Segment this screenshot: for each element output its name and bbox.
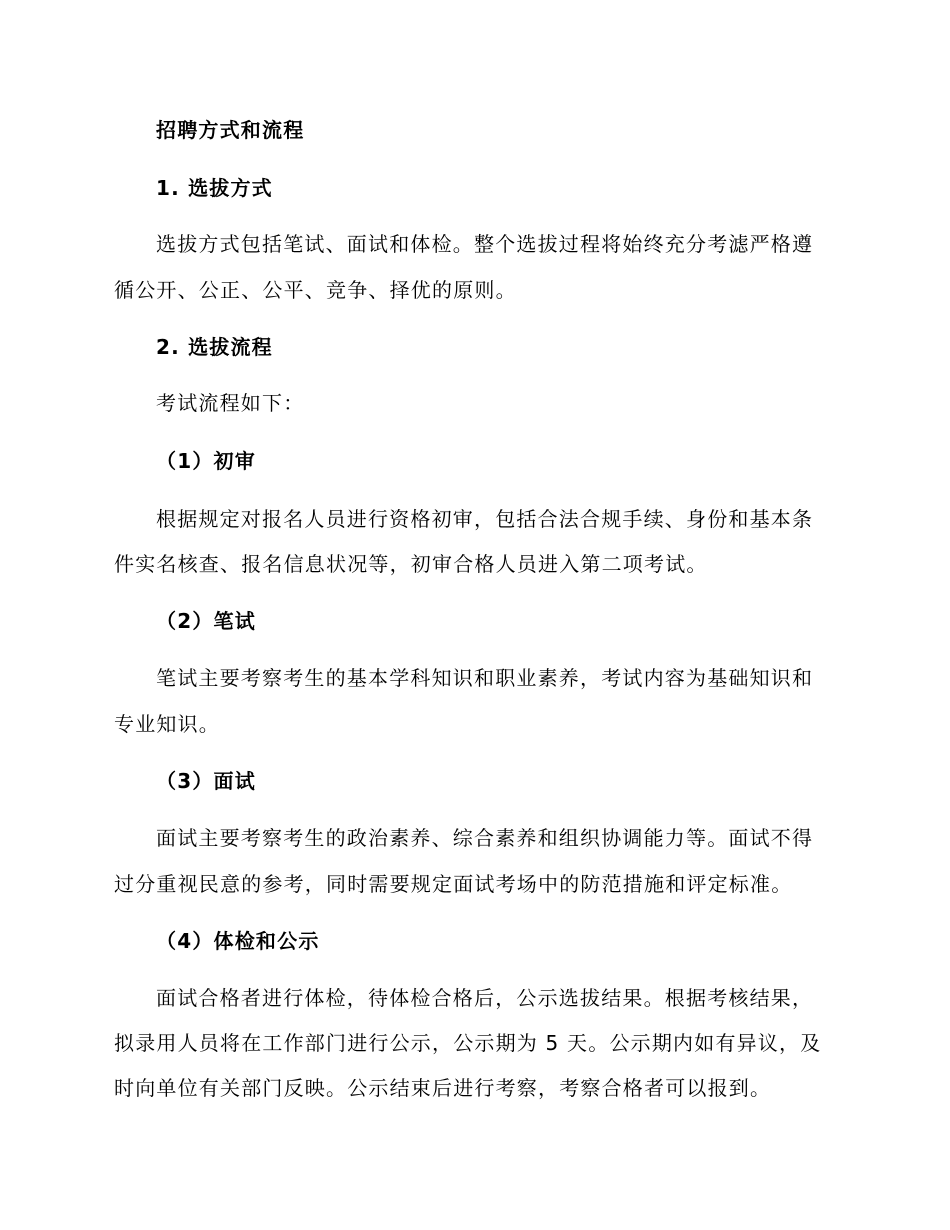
document-title: 招聘方式和流程 [156, 118, 305, 142]
paragraph-line: 循公开、公正、公平、竞争、择优的原则。 [114, 278, 517, 302]
paragraph-line: 件实名核查、报名信息状况等，初审合格人员进入第二项考试。 [114, 552, 708, 576]
section-heading-selection-method: 1. 选拔方式 [156, 176, 273, 200]
paragraph-line: 笔试主要考察考生的基本学科知识和职业素养，考试内容为基础知识和 [156, 666, 814, 690]
paragraph-line: 选拔方式包括笔试、面试和体检。整个选拔过程将始终充分考滤严格遵 [156, 232, 814, 256]
paragraph-line: 面试主要考察考生的政治素养、综合素养和组织协调能力等。面试不得 [156, 826, 814, 850]
paragraph-line: 考试流程如下： [156, 391, 305, 415]
paragraph-line: 拟录用人员将在工作部门进行公示，公示期为 5 天。公示期内如有异议，及 [114, 1031, 822, 1055]
paragraph-line: 面试合格者进行体检，待体检合格后，公示选拔结果。根据考核结果， [156, 986, 814, 1010]
section-heading-selection-process: 2. 选拔流程 [156, 335, 273, 359]
paragraph-line: 过分重视民意的参考，同时需要规定面试考场中的防范措施和评定标准。 [114, 872, 793, 896]
step-heading-preliminary-review: （1）初审 [156, 449, 256, 473]
step-heading-medical-and-publicity: （4）体检和公示 [156, 929, 320, 953]
step-heading-interview: （3）面试 [156, 769, 256, 793]
paragraph-line: 时向单位有关部门反映。公示结束后进行考察，考察合格者可以报到。 [114, 1076, 772, 1100]
paragraph-line: 根据规定对报名人员进行资格初审，包括合法合规手续、身份和基本条 [156, 507, 814, 531]
paragraph-line: 专业知识。 [114, 712, 220, 736]
step-heading-written-exam: （2）笔试 [156, 609, 256, 633]
